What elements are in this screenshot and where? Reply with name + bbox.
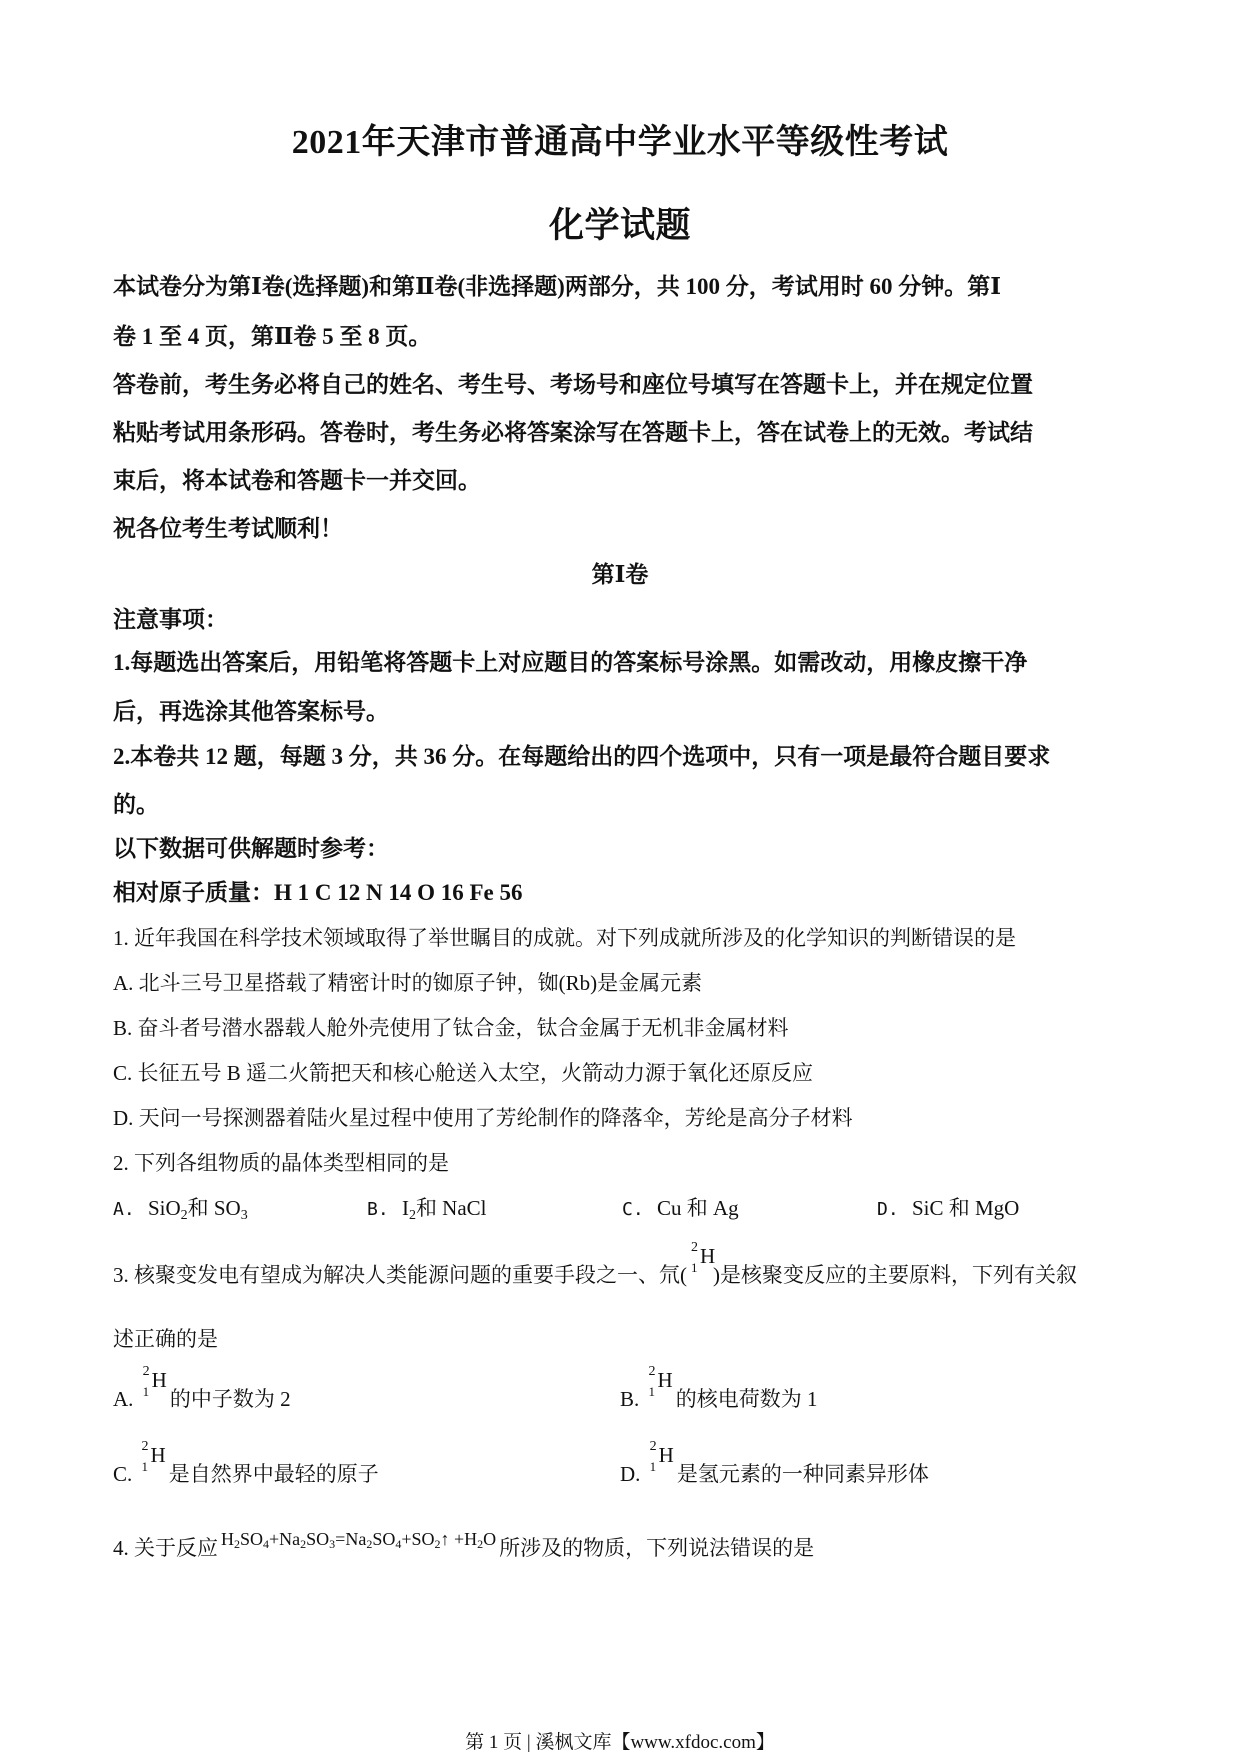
q4-stem (113, 1529, 815, 1562)
q3-stem-b: )是核聚变反应的主要原料，下列有关叙 (713, 1263, 1077, 1287)
notice-label: 注意事项： (113, 607, 228, 632)
q3-option-a (113, 1364, 291, 1413)
q1-option-c: C. 长征五号 B 遥二火箭把天和核心舱送入太空，火箭动力源于氧化还原反应 (113, 1061, 814, 1085)
q2-option-b-sub-1: 2 (408, 1208, 416, 1223)
q2-option-a-sub-2: 3 (240, 1208, 248, 1223)
nuclide-atomic: 1 (142, 1384, 150, 1399)
atomic-mass-line: 相对原子质量：H 1 C 12 N 14 O 16 Fe 56 (113, 880, 523, 905)
eq-sub: 2 (434, 1537, 441, 1551)
q1-option-b: B. 奋斗者号潜水器载人舱外壳使用了钛合金，钛合金属于无机非金属材料 (113, 1016, 789, 1040)
q3-stem-line-1 (113, 1240, 1077, 1289)
eq-part: +Na (269, 1529, 301, 1549)
q1-option-d: D. 天问一号探测器着陆火星过程中使用了芳纶制作的降落伞，芳纶是高分子材料 (113, 1106, 853, 1130)
q2-option-b-label: B. (367, 1199, 389, 1220)
page-footer: 第 1 页 | 溪枫文库【www.xfdoc.com】 (465, 1732, 775, 1753)
intro-line-1: 本试卷分为第Ⅰ卷(选择题)和第Ⅱ卷(非选择题)两部分，共 100 分，考试用时 60 分钟。第Ⅰ (113, 274, 1002, 299)
q2-stem: 2. 下列各组物质的晶体类型相同的是 (113, 1151, 449, 1175)
deuterium-symbol (645, 1364, 673, 1408)
q3-option-c-label: C. (113, 1462, 133, 1486)
nuclide-mass: 2 (649, 1439, 657, 1454)
q3-option-a-text: 的中子数为 2 (169, 1387, 291, 1411)
q3-option-c-text: 是自然界中最轻的原子 (168, 1462, 379, 1486)
deuterium-symbol (646, 1439, 674, 1483)
intro-line-2: 卷 1 至 4 页，第Ⅱ卷 5 至 8 页。 (113, 324, 432, 349)
q2-option-b-text-1: I (401, 1196, 409, 1220)
q4-stem-a: 4. 关于反应 (113, 1536, 218, 1560)
q3-stem-line-2: 述正确的是 (113, 1327, 218, 1351)
eq-sub: 2 (366, 1537, 373, 1551)
eq-part: =Na (335, 1529, 367, 1549)
deuterium-symbol (687, 1240, 716, 1284)
intro-line-3: 答卷前，考生务必将自己的姓名、考生号、考场号和座位号填写在答题卡上，并在规定位置 (113, 372, 1033, 397)
q2-option-c-label: C. (622, 1199, 644, 1220)
q3-option-b (620, 1364, 818, 1413)
intro-line-4: 粘贴考试用条形码。答卷时，考生务必将答案涂写在答题卡上，答在试卷上的无效。考试结 (113, 420, 1033, 445)
nuclide-symbol: H (657, 1368, 673, 1392)
nuclide-mass: 2 (141, 1439, 149, 1454)
q2-option-a-text-2: 和 SO (187, 1196, 241, 1220)
eq-sub: 2 (477, 1537, 484, 1551)
intro-line-6: 祝各位考生考试顺利！ (113, 516, 343, 541)
eq-sub: 2 (300, 1537, 307, 1551)
eq-part: H (221, 1529, 234, 1549)
nuclide-mass: 2 (142, 1364, 150, 1379)
q1-option-a: A. 北斗三号卫星搭载了精密计时的铷原子钟，铷(Rb)是金属元素 (113, 971, 703, 995)
q3-option-a-label: A. (113, 1387, 134, 1411)
q3-option-c (113, 1439, 379, 1488)
q3-stem-a: 3. 核聚变发电有望成为解决人类能源问题的重要手段之一、氘( (113, 1263, 687, 1287)
intro-line-5: 束后，将本试卷和答题卡一并交回。 (113, 468, 481, 493)
q3-option-d (620, 1439, 929, 1488)
q2-option-a-sub-1: 2 (180, 1208, 188, 1223)
section-heading: 第Ⅰ卷 (591, 562, 649, 587)
notice-2-line-2: 的。 (113, 792, 159, 817)
notice-1-line-2: 后，再选涂其他答案标号。 (113, 699, 389, 724)
eq-sub: 4 (395, 1537, 402, 1551)
eq-part: SO (372, 1529, 396, 1549)
q2-option-c-text: Cu 和 Ag (656, 1196, 739, 1220)
q3-option-d-label: D. (620, 1462, 641, 1486)
q2-option-a-text-1: SiO (147, 1196, 181, 1220)
q2-option-a-label: A. (113, 1199, 135, 1220)
eq-sub: 3 (329, 1537, 336, 1551)
q3-option-d-text: 是氢元素的一种同素异形体 (676, 1462, 929, 1486)
q3-option-b-label: B. (620, 1387, 640, 1411)
eq-sub: 2 (234, 1537, 240, 1551)
nuclide-atomic: 1 (648, 1384, 656, 1399)
exam-subtitle: 化学试题 (548, 206, 691, 245)
nuclide-atomic: 1 (691, 1260, 698, 1275)
data-reference-label: 以下数据可供解题时参考： (113, 836, 389, 861)
deuterium-symbol (139, 1364, 167, 1408)
nuclide-mass: 2 (691, 1240, 698, 1255)
eq-sub: 4 (263, 1537, 270, 1551)
eq-part: O (483, 1529, 497, 1549)
nuclide-symbol: H (700, 1244, 716, 1268)
reaction-equation (221, 1529, 496, 1552)
notice-2-line-1: 2.本卷共 12 题，每题 3 分，共 36 分。在每题给出的四个选项中，只有一项是最符合题目要求 (113, 744, 1051, 769)
q2-option-d (877, 1192, 1019, 1222)
q3-option-b-text: 的核电荷数为 1 (675, 1387, 818, 1411)
nuclide-atomic: 1 (649, 1459, 657, 1474)
exam-title: 2021年天津市普通高中学业水平等级性考试 (291, 124, 949, 161)
notice-1-line-1: 1.每题选出答案后，用铅笔将答题卡上对应题目的答案标号涂黑。如需改动，用橡皮擦干净 (113, 650, 1028, 675)
nuclide-symbol: H (658, 1443, 674, 1467)
q1-stem: 1. 近年我国在科学技术领域取得了举世瞩目的成就。对下列成就所涉及的化学知识的判断错误的是 (113, 926, 1016, 950)
q2-option-a (113, 1192, 248, 1224)
q2-option-d-text: SiC 和 MgO (911, 1196, 1020, 1220)
eq-part: SO (240, 1529, 264, 1549)
eq-part: ↑ +H (440, 1529, 478, 1549)
deuterium-symbol (138, 1439, 166, 1483)
nuclide-atomic: 1 (141, 1459, 149, 1474)
q4-stem-b: 所涉及的物质，下列说法错误的是 (499, 1536, 815, 1560)
q2-option-b-text-2: 和 NaCl (415, 1196, 487, 1220)
q2-option-c (622, 1192, 739, 1222)
nuclide-mass: 2 (648, 1364, 656, 1379)
eq-part: SO (306, 1529, 330, 1549)
eq-part: +SO (401, 1529, 435, 1549)
nuclide-symbol: H (151, 1368, 167, 1392)
q2-option-b (367, 1192, 487, 1224)
q2-option-d-label: D. (877, 1199, 899, 1220)
nuclide-symbol: H (150, 1443, 166, 1467)
